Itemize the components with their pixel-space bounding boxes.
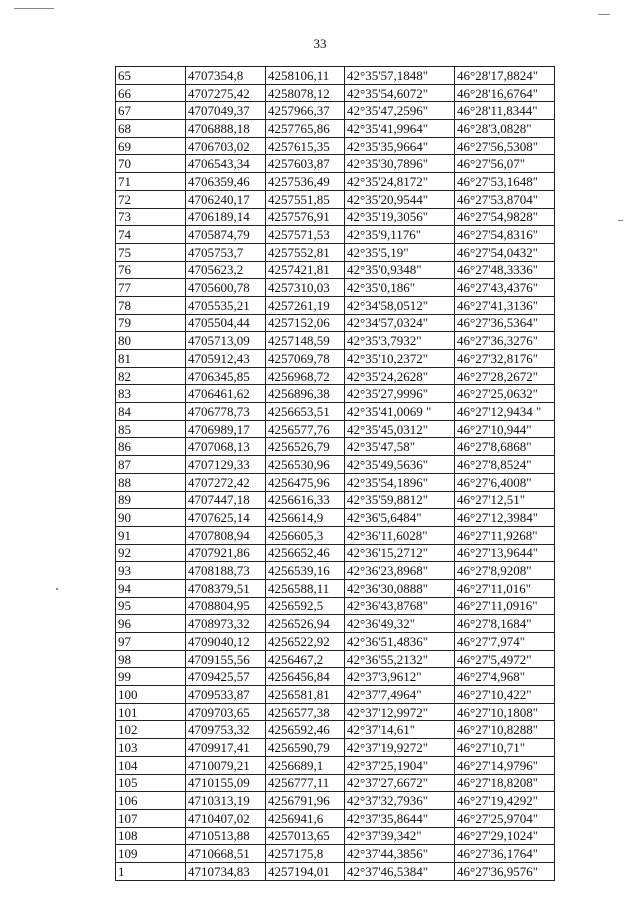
y-coordinate-cell: 4257966,37 bbox=[266, 102, 345, 120]
coordinates-table bbox=[115, 66, 555, 881]
point-number-cell: 83 bbox=[116, 385, 186, 403]
x-coordinate-cell: 4706461,62 bbox=[186, 385, 266, 403]
table-row bbox=[116, 226, 555, 244]
y-coordinate-cell: 4256592,46 bbox=[266, 721, 345, 739]
longitude-cell: 46°27'4,968" bbox=[455, 668, 555, 686]
x-coordinate-cell: 4707272,42 bbox=[186, 473, 266, 491]
latitude-cell: 42°35'19,3056" bbox=[345, 208, 455, 226]
x-coordinate-cell: 4705713,09 bbox=[186, 332, 266, 350]
table-row bbox=[116, 579, 555, 597]
y-coordinate-cell: 4256588,11 bbox=[266, 579, 345, 597]
y-coordinate-cell: 4257421,81 bbox=[266, 261, 345, 279]
y-coordinate-cell: 4256581,81 bbox=[266, 686, 345, 704]
y-coordinate-cell: 4256941,6 bbox=[266, 809, 345, 827]
point-number-cell: 77 bbox=[116, 279, 186, 297]
longitude-cell: 46°27'32,8176" bbox=[455, 350, 555, 368]
scan-artifact-top-right bbox=[598, 14, 610, 15]
longitude-cell: 46°27'48,3336" bbox=[455, 261, 555, 279]
longitude-cell: 46°27'43,4376" bbox=[455, 279, 555, 297]
x-coordinate-cell: 4710079,21 bbox=[186, 756, 266, 774]
longitude-cell: 46°27'56,5308" bbox=[455, 137, 555, 155]
table-row bbox=[116, 473, 555, 491]
x-coordinate-cell: 4707049,37 bbox=[186, 102, 266, 120]
latitude-cell: 42°35'49,5636" bbox=[345, 456, 455, 474]
y-coordinate-cell: 4256526,79 bbox=[266, 438, 345, 456]
y-coordinate-cell: 4256896,38 bbox=[266, 385, 345, 403]
y-coordinate-cell: 4257194,01 bbox=[266, 862, 345, 880]
point-number-cell: 107 bbox=[116, 809, 186, 827]
x-coordinate-cell: 4708188,73 bbox=[186, 562, 266, 580]
latitude-cell: 42°35'54,1896" bbox=[345, 473, 455, 491]
point-number-cell: 68 bbox=[116, 120, 186, 138]
point-number-cell: 92 bbox=[116, 544, 186, 562]
longitude-cell: 46°27'11,9268" bbox=[455, 526, 555, 544]
y-coordinate-cell: 4256616,33 bbox=[266, 491, 345, 509]
longitude-cell: 46°27'12,51" bbox=[455, 491, 555, 509]
longitude-cell: 46°28'3,0828" bbox=[455, 120, 555, 138]
table-row bbox=[116, 438, 555, 456]
latitude-cell: 42°36'11,6028" bbox=[345, 526, 455, 544]
longitude-cell: 46°27'8,6868" bbox=[455, 438, 555, 456]
table-row bbox=[116, 650, 555, 668]
latitude-cell: 42°35'0,186" bbox=[345, 279, 455, 297]
point-number-cell: 74 bbox=[116, 226, 186, 244]
latitude-cell: 42°35'30,7896" bbox=[345, 155, 455, 173]
point-number-cell: 69 bbox=[116, 137, 186, 155]
longitude-cell: 46°27'25,9704" bbox=[455, 809, 555, 827]
latitude-cell: 42°37'3,9612" bbox=[345, 668, 455, 686]
x-coordinate-cell: 4706888,18 bbox=[186, 120, 266, 138]
y-coordinate-cell: 4256475,96 bbox=[266, 473, 345, 491]
scan-artifact-margin-dot bbox=[56, 588, 58, 590]
x-coordinate-cell: 4707275,42 bbox=[186, 84, 266, 102]
x-coordinate-cell: 4709917,41 bbox=[186, 739, 266, 757]
point-number-cell: 84 bbox=[116, 403, 186, 421]
x-coordinate-cell: 4705623,2 bbox=[186, 261, 266, 279]
y-coordinate-cell: 4257551,85 bbox=[266, 190, 345, 208]
latitude-cell: 42°36'23,8968" bbox=[345, 562, 455, 580]
longitude-cell: 46°27'5,4972" bbox=[455, 650, 555, 668]
x-coordinate-cell: 4709425,57 bbox=[186, 668, 266, 686]
y-coordinate-cell: 4257615,35 bbox=[266, 137, 345, 155]
x-coordinate-cell: 4706240,17 bbox=[186, 190, 266, 208]
latitude-cell: 42°37'46,5384" bbox=[345, 862, 455, 880]
y-coordinate-cell: 4256590,79 bbox=[266, 739, 345, 757]
x-coordinate-cell: 4709533,87 bbox=[186, 686, 266, 704]
longitude-cell: 46°27'8,8524" bbox=[455, 456, 555, 474]
y-coordinate-cell: 4256689,1 bbox=[266, 756, 345, 774]
x-coordinate-cell: 4707354,8 bbox=[186, 67, 266, 85]
point-number-cell: 71 bbox=[116, 173, 186, 191]
x-coordinate-cell: 4706345,85 bbox=[186, 367, 266, 385]
point-number-cell: 85 bbox=[116, 420, 186, 438]
longitude-cell: 46°27'13,9644" bbox=[455, 544, 555, 562]
table-row bbox=[116, 173, 555, 191]
y-coordinate-cell: 4256653,51 bbox=[266, 403, 345, 421]
x-coordinate-cell: 4705504,44 bbox=[186, 314, 266, 332]
table-row bbox=[116, 491, 555, 509]
y-coordinate-cell: 4257175,8 bbox=[266, 845, 345, 863]
table-row bbox=[116, 420, 555, 438]
y-coordinate-cell: 4256467,2 bbox=[266, 650, 345, 668]
latitude-cell: 42°35'24,2628" bbox=[345, 367, 455, 385]
table-row bbox=[116, 774, 555, 792]
y-coordinate-cell: 4256530,96 bbox=[266, 456, 345, 474]
point-number-cell: 66 bbox=[116, 84, 186, 102]
latitude-cell: 42°37'25,1904" bbox=[345, 756, 455, 774]
y-coordinate-cell: 4256526,94 bbox=[266, 615, 345, 633]
y-coordinate-cell: 4256522,92 bbox=[266, 633, 345, 651]
x-coordinate-cell: 4707808,94 bbox=[186, 526, 266, 544]
latitude-cell: 42°37'7,4964" bbox=[345, 686, 455, 704]
table-row bbox=[116, 703, 555, 721]
longitude-cell: 46°27'14,9796" bbox=[455, 756, 555, 774]
longitude-cell: 46°27'18,8208" bbox=[455, 774, 555, 792]
latitude-cell: 42°34'58,0512" bbox=[345, 296, 455, 314]
table-row bbox=[116, 792, 555, 810]
y-coordinate-cell: 4256577,76 bbox=[266, 420, 345, 438]
table-row bbox=[116, 845, 555, 863]
y-coordinate-cell: 4257576,91 bbox=[266, 208, 345, 226]
longitude-cell: 46°27'53,8704" bbox=[455, 190, 555, 208]
x-coordinate-cell: 4706359,46 bbox=[186, 173, 266, 191]
point-number-cell: 105 bbox=[116, 774, 186, 792]
table-row bbox=[116, 190, 555, 208]
latitude-cell: 42°35'47,58" bbox=[345, 438, 455, 456]
x-coordinate-cell: 4707447,18 bbox=[186, 491, 266, 509]
y-coordinate-cell: 4256614,9 bbox=[266, 509, 345, 527]
point-number-cell: 78 bbox=[116, 296, 186, 314]
longitude-cell: 46°27'11,016" bbox=[455, 579, 555, 597]
latitude-cell: 42°35'45,0312" bbox=[345, 420, 455, 438]
table-row bbox=[116, 84, 555, 102]
point-number-cell: 102 bbox=[116, 721, 186, 739]
x-coordinate-cell: 4706543,34 bbox=[186, 155, 266, 173]
latitude-cell: 42°35'54,6072" bbox=[345, 84, 455, 102]
x-coordinate-cell: 4708973,32 bbox=[186, 615, 266, 633]
latitude-cell: 42°36'30,0888" bbox=[345, 579, 455, 597]
latitude-cell: 42°37'12,9972" bbox=[345, 703, 455, 721]
table-row bbox=[116, 633, 555, 651]
point-number-cell: 106 bbox=[116, 792, 186, 810]
latitude-cell: 42°35'0,9348" bbox=[345, 261, 455, 279]
point-number-cell: 95 bbox=[116, 597, 186, 615]
point-number-cell: 108 bbox=[116, 827, 186, 845]
y-coordinate-cell: 4258106,11 bbox=[266, 67, 345, 85]
point-number-cell: 99 bbox=[116, 668, 186, 686]
y-coordinate-cell: 4256968,72 bbox=[266, 367, 345, 385]
longitude-cell: 46°27'8,9208" bbox=[455, 562, 555, 580]
longitude-cell: 46°27'29,1024" bbox=[455, 827, 555, 845]
longitude-cell: 46°27'54,0432" bbox=[455, 243, 555, 261]
point-number-cell: 90 bbox=[116, 509, 186, 527]
longitude-cell: 46°27'25,0632" bbox=[455, 385, 555, 403]
latitude-cell: 42°35'57,1848" bbox=[345, 67, 455, 85]
table-row bbox=[116, 120, 555, 138]
table-row bbox=[116, 243, 555, 261]
table-row bbox=[116, 332, 555, 350]
point-number-cell: 65 bbox=[116, 67, 186, 85]
x-coordinate-cell: 4707625,14 bbox=[186, 509, 266, 527]
longitude-cell: 46°27'41,3136" bbox=[455, 296, 555, 314]
y-coordinate-cell: 4257069,78 bbox=[266, 350, 345, 368]
point-number-cell: 86 bbox=[116, 438, 186, 456]
x-coordinate-cell: 4706778,73 bbox=[186, 403, 266, 421]
longitude-cell: 46°27'11,0916" bbox=[455, 597, 555, 615]
point-number-cell: 70 bbox=[116, 155, 186, 173]
x-coordinate-cell: 4706989,17 bbox=[186, 420, 266, 438]
table-row bbox=[116, 208, 555, 226]
latitude-cell: 42°35'5,19" bbox=[345, 243, 455, 261]
latitude-cell: 42°35'24,8172" bbox=[345, 173, 455, 191]
x-coordinate-cell: 4709753,32 bbox=[186, 721, 266, 739]
latitude-cell: 42°35'9,1176" bbox=[345, 226, 455, 244]
point-number-cell: 76 bbox=[116, 261, 186, 279]
x-coordinate-cell: 4707129,33 bbox=[186, 456, 266, 474]
table-row bbox=[116, 597, 555, 615]
y-coordinate-cell: 4256539,16 bbox=[266, 562, 345, 580]
latitude-cell: 42°35'41,9964" bbox=[345, 120, 455, 138]
latitude-cell: 42°37'35,8644" bbox=[345, 809, 455, 827]
latitude-cell: 42°36'5,6484" bbox=[345, 509, 455, 527]
longitude-cell: 46°27'53,1648" bbox=[455, 173, 555, 191]
x-coordinate-cell: 4708379,51 bbox=[186, 579, 266, 597]
table-row bbox=[116, 615, 555, 633]
longitude-cell: 46°27'19,4292" bbox=[455, 792, 555, 810]
table-row bbox=[116, 668, 555, 686]
x-coordinate-cell: 4705600,78 bbox=[186, 279, 266, 297]
point-number-cell: 103 bbox=[116, 739, 186, 757]
point-number-cell: 96 bbox=[116, 615, 186, 633]
x-coordinate-cell: 4709040,12 bbox=[186, 633, 266, 651]
table-row bbox=[116, 367, 555, 385]
y-coordinate-cell: 4256791,96 bbox=[266, 792, 345, 810]
y-coordinate-cell: 4256592,5 bbox=[266, 597, 345, 615]
latitude-cell: 42°35'3,7932" bbox=[345, 332, 455, 350]
latitude-cell: 42°35'41,0069 " bbox=[345, 403, 455, 421]
x-coordinate-cell: 4705874,79 bbox=[186, 226, 266, 244]
table-row bbox=[116, 544, 555, 562]
point-number-cell: 109 bbox=[116, 845, 186, 863]
y-coordinate-cell: 4256605,3 bbox=[266, 526, 345, 544]
table-row bbox=[116, 809, 555, 827]
table-row bbox=[116, 456, 555, 474]
table-row bbox=[116, 314, 555, 332]
y-coordinate-cell: 4257148,59 bbox=[266, 332, 345, 350]
latitude-cell: 42°36'15,2712" bbox=[345, 544, 455, 562]
longitude-cell: 46°27'36,5364" bbox=[455, 314, 555, 332]
longitude-cell: 46°28'17,8824" bbox=[455, 67, 555, 85]
x-coordinate-cell: 4707921,86 bbox=[186, 544, 266, 562]
table-row bbox=[116, 102, 555, 120]
table-row bbox=[116, 67, 555, 85]
longitude-cell: 46°28'11,8344" bbox=[455, 102, 555, 120]
table-row bbox=[116, 403, 555, 421]
scan-artifact-right-dash bbox=[618, 220, 623, 221]
longitude-cell: 46°27'36,3276" bbox=[455, 332, 555, 350]
x-coordinate-cell: 4710513,88 bbox=[186, 827, 266, 845]
longitude-cell: 46°27'36,9576" bbox=[455, 862, 555, 880]
table-row bbox=[116, 721, 555, 739]
coordinates-table-body bbox=[116, 67, 555, 881]
longitude-cell: 46°28'16,6764" bbox=[455, 84, 555, 102]
point-number-cell: 94 bbox=[116, 579, 186, 597]
point-number-cell: 72 bbox=[116, 190, 186, 208]
point-number-cell: 91 bbox=[116, 526, 186, 544]
y-coordinate-cell: 4257765,86 bbox=[266, 120, 345, 138]
y-coordinate-cell: 4257310,03 bbox=[266, 279, 345, 297]
latitude-cell: 42°36'49,32" bbox=[345, 615, 455, 633]
latitude-cell: 42°35'35,9664" bbox=[345, 137, 455, 155]
point-number-cell: 87 bbox=[116, 456, 186, 474]
point-number-cell: 89 bbox=[116, 491, 186, 509]
x-coordinate-cell: 4705912,43 bbox=[186, 350, 266, 368]
table-row bbox=[116, 279, 555, 297]
longitude-cell: 46°27'12,9434 " bbox=[455, 403, 555, 421]
y-coordinate-cell: 4256456,84 bbox=[266, 668, 345, 686]
x-coordinate-cell: 4709155,56 bbox=[186, 650, 266, 668]
x-coordinate-cell: 4708804,95 bbox=[186, 597, 266, 615]
point-number-cell: 101 bbox=[116, 703, 186, 721]
table-row bbox=[116, 261, 555, 279]
longitude-cell: 46°27'28,2672" bbox=[455, 367, 555, 385]
table-row bbox=[116, 686, 555, 704]
point-number-cell: 104 bbox=[116, 756, 186, 774]
latitude-cell: 42°37'27,6672" bbox=[345, 774, 455, 792]
point-number-cell: 75 bbox=[116, 243, 186, 261]
y-coordinate-cell: 4257536,49 bbox=[266, 173, 345, 191]
x-coordinate-cell: 4710734,83 bbox=[186, 862, 266, 880]
y-coordinate-cell: 4257261,19 bbox=[266, 296, 345, 314]
table-row bbox=[116, 827, 555, 845]
table-row bbox=[116, 385, 555, 403]
latitude-cell: 42°35'47,2596" bbox=[345, 102, 455, 120]
point-number-cell: 81 bbox=[116, 350, 186, 368]
table-row bbox=[116, 526, 555, 544]
y-coordinate-cell: 4256777,11 bbox=[266, 774, 345, 792]
x-coordinate-cell: 4710668,51 bbox=[186, 845, 266, 863]
y-coordinate-cell: 4257152,06 bbox=[266, 314, 345, 332]
latitude-cell: 42°36'43,8768" bbox=[345, 597, 455, 615]
point-number-cell: 82 bbox=[116, 367, 186, 385]
table-row bbox=[116, 350, 555, 368]
table-row bbox=[116, 137, 555, 155]
x-coordinate-cell: 4710155,09 bbox=[186, 774, 266, 792]
point-number-cell: 80 bbox=[116, 332, 186, 350]
longitude-cell: 46°27'54,8316" bbox=[455, 226, 555, 244]
y-coordinate-cell: 4257603,87 bbox=[266, 155, 345, 173]
longitude-cell: 46°27'10,944" bbox=[455, 420, 555, 438]
latitude-cell: 42°37'32,7936" bbox=[345, 792, 455, 810]
longitude-cell: 46°27'8,1684" bbox=[455, 615, 555, 633]
point-number-cell: 73 bbox=[116, 208, 186, 226]
longitude-cell: 46°27'10,8288" bbox=[455, 721, 555, 739]
longitude-cell: 46°27'6,4008" bbox=[455, 473, 555, 491]
latitude-cell: 42°37'14,61" bbox=[345, 721, 455, 739]
latitude-cell: 42°35'59,8812" bbox=[345, 491, 455, 509]
y-coordinate-cell: 4256577,38 bbox=[266, 703, 345, 721]
x-coordinate-cell: 4706703,02 bbox=[186, 137, 266, 155]
point-number-cell: 93 bbox=[116, 562, 186, 580]
page-number: 33 bbox=[313, 36, 327, 51]
latitude-cell: 42°37'39,342" bbox=[345, 827, 455, 845]
y-coordinate-cell: 4257552,81 bbox=[266, 243, 345, 261]
scan-artifact-top-left bbox=[14, 8, 54, 9]
table-row bbox=[116, 509, 555, 527]
x-coordinate-cell: 4705753,7 bbox=[186, 243, 266, 261]
x-coordinate-cell: 4709703,65 bbox=[186, 703, 266, 721]
x-coordinate-cell: 4706189,14 bbox=[186, 208, 266, 226]
point-number-cell: 67 bbox=[116, 102, 186, 120]
point-number-cell: 88 bbox=[116, 473, 186, 491]
longitude-cell: 46°27'54,9828" bbox=[455, 208, 555, 226]
latitude-cell: 42°35'27,9996" bbox=[345, 385, 455, 403]
longitude-cell: 46°27'36,1764" bbox=[455, 845, 555, 863]
table-row bbox=[116, 155, 555, 173]
longitude-cell: 46°27'10,1808" bbox=[455, 703, 555, 721]
point-number-cell: 97 bbox=[116, 633, 186, 651]
latitude-cell: 42°36'55,2132" bbox=[345, 650, 455, 668]
longitude-cell: 46°27'12,3984" bbox=[455, 509, 555, 527]
longitude-cell: 46°27'10,71" bbox=[455, 739, 555, 757]
point-number-cell: 79 bbox=[116, 314, 186, 332]
longitude-cell: 46°27'10,422" bbox=[455, 686, 555, 704]
longitude-cell: 46°27'56,07" bbox=[455, 155, 555, 173]
y-coordinate-cell: 4257013,65 bbox=[266, 827, 345, 845]
point-number-cell: 100 bbox=[116, 686, 186, 704]
latitude-cell: 42°35'20,9544" bbox=[345, 190, 455, 208]
x-coordinate-cell: 4705535,21 bbox=[186, 296, 266, 314]
table-row bbox=[116, 862, 555, 880]
y-coordinate-cell: 4257571,53 bbox=[266, 226, 345, 244]
x-coordinate-cell: 4710313,19 bbox=[186, 792, 266, 810]
latitude-cell: 42°37'19,9272" bbox=[345, 739, 455, 757]
latitude-cell: 42°35'10,2372" bbox=[345, 350, 455, 368]
point-number-cell: 98 bbox=[116, 650, 186, 668]
table-row bbox=[116, 296, 555, 314]
y-coordinate-cell: 4258078,12 bbox=[266, 84, 345, 102]
point-number-cell: 1 bbox=[116, 862, 186, 880]
latitude-cell: 42°34'57,0324" bbox=[345, 314, 455, 332]
y-coordinate-cell: 4256652,46 bbox=[266, 544, 345, 562]
latitude-cell: 42°37'44,3856" bbox=[345, 845, 455, 863]
table-row bbox=[116, 756, 555, 774]
longitude-cell: 46°27'7,974" bbox=[455, 633, 555, 651]
table-row bbox=[116, 562, 555, 580]
x-coordinate-cell: 4707068,13 bbox=[186, 438, 266, 456]
table-row bbox=[116, 739, 555, 757]
latitude-cell: 42°36'51,4836" bbox=[345, 633, 455, 651]
x-coordinate-cell: 4710407,02 bbox=[186, 809, 266, 827]
